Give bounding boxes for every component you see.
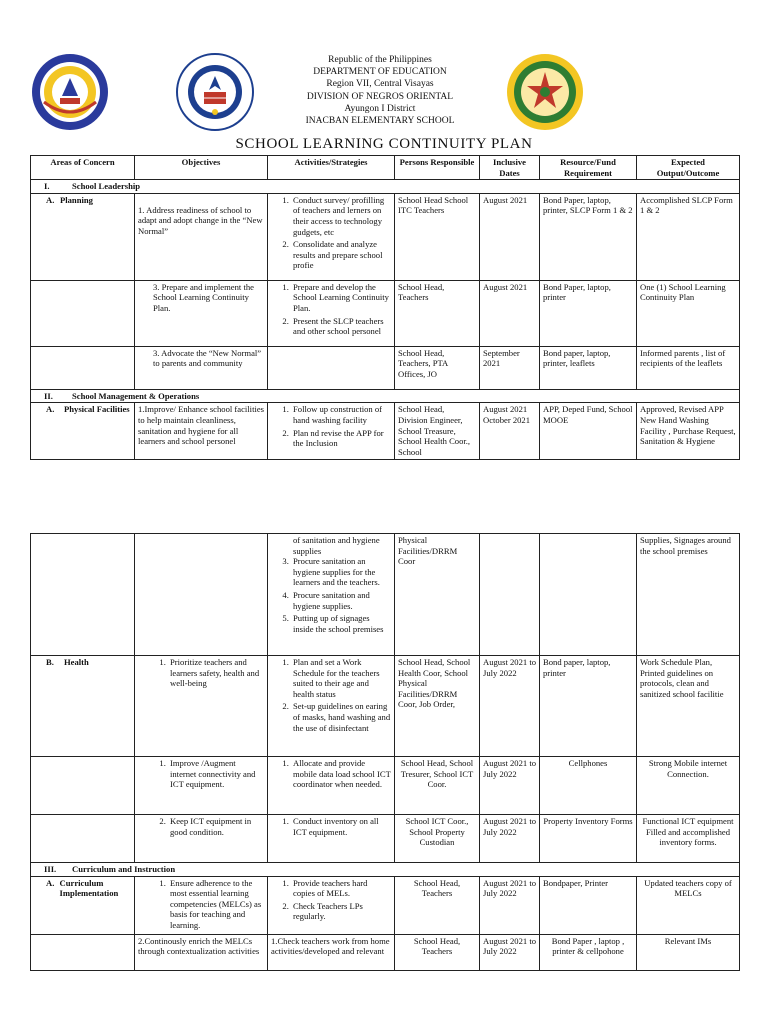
dates-cell: August 2021 October 2021 — [480, 403, 540, 460]
objective-item: 1. Ensure adherence to the most essential learning competencies (MELCs) as basis for teaching and learning. — [168, 878, 264, 931]
letterhead-line: DEPARTMENT OF EDUCATION — [313, 67, 447, 78]
column-header: Activities/Strategies — [268, 156, 395, 180]
persons-cell: Physical Facilities/DRRM Coor — [395, 534, 480, 656]
dates-cell: August 2021 to July 2022 — [480, 876, 540, 934]
activity-item: 1. Prepare and develop the School Learning Continuity Plan. — [291, 282, 391, 314]
objective-cell: 2.Continously enrich the MELCs through contextualization activities — [135, 934, 268, 970]
activity-item: 5. Putting up of signages inside the school premises — [291, 613, 391, 634]
letterhead-line: DIVISION OF NEGROS ORIENTAL — [306, 91, 454, 102]
output-cell: One (1) School Learning Continuity Plan — [637, 280, 740, 346]
area-letter: B. — [46, 657, 54, 667]
persons-cell: School Head, Division Engineer, School Treasure, School Health Coor., School — [395, 403, 480, 460]
persons-cell: School ICT Coor., School Property Custodian — [395, 815, 480, 863]
activities-cell — [268, 193, 395, 280]
section-label: Curriculum and Instruction — [72, 864, 176, 874]
activity-item: 1. Allocate and provide mobile data load school ICT coordinator when needed. — [291, 758, 391, 790]
activity-item: 1. Follow up construction of hand washing facility — [291, 404, 391, 425]
table-row — [31, 193, 740, 280]
persons-cell: School Head School ITC Teachers — [395, 193, 480, 280]
resource-cell: APP, Deped Fund, School MOOE — [540, 403, 637, 460]
objective-item: 1. Improve /Augment internet connectivity and ICT equipment. — [168, 758, 264, 790]
column-header: Areas of Concern — [31, 156, 135, 180]
table-header-row — [31, 156, 740, 180]
area-cell — [31, 280, 135, 346]
table-row — [31, 280, 740, 346]
activity-item: 1. Provide teachers hard copies of MELs. — [291, 878, 391, 899]
resource-cell — [540, 534, 637, 656]
activities-cell — [268, 403, 395, 460]
output-cell: Strong Mobile internet Connection. — [637, 757, 740, 815]
persons-cell: School Head, School Health Coor, School Physical Facilities/DRRM Coor, Job Order, — [395, 656, 480, 757]
section-label: School Leadership — [72, 181, 141, 192]
area-label: Planning — [60, 194, 93, 205]
objective-cell: 1.Improve/ Enhance school facilities to help maintain cleanliness, sanitation and hygiene for all learners and school personel — [135, 403, 268, 460]
letterhead-line: Region VII, Central Visayas — [326, 79, 434, 90]
section-row — [31, 389, 740, 403]
resource-cell: Bond Paper, laptop, printer — [540, 280, 637, 346]
output-cell: Accomplished SLCP Form 1 & 2 — [637, 193, 740, 280]
column-header: Resource/Fund Requirement — [540, 156, 637, 180]
section-number: II. — [44, 390, 53, 401]
activity-item: 1. Conduct survey/ profilling of teachers and lerners on their access to technology gudgets, etc — [291, 195, 391, 237]
area-cell — [31, 403, 135, 460]
resource-cell: Property Inventory Forms — [540, 815, 637, 863]
objective-cell: 1. Address readiness of school to adapt and adopt change in the “New Normal” — [135, 193, 268, 280]
section-number: III. — [44, 864, 57, 874]
activity-item: 2. Consolidate and analyze results and prepare school profie — [291, 239, 391, 271]
column-header: Persons Responsible — [395, 156, 480, 180]
dates-cell: August 2021 to July 2022 — [480, 934, 540, 970]
area-cell — [31, 815, 135, 863]
table-row — [31, 346, 740, 389]
dates-cell: August 2021 — [480, 280, 540, 346]
area-letter: A. — [46, 194, 55, 205]
activities-cell — [268, 346, 395, 389]
activity-item: 3. Procure sanitation an hygiene supplies for the learners and the teachers. — [291, 556, 391, 588]
output-cell: Supplies, Signages around the school premises — [637, 534, 740, 656]
deped-seal-logo — [175, 52, 255, 132]
resource-cell: Bond paper, laptop, printer, leaflets — [540, 346, 637, 389]
dates-cell: September 2021 — [480, 346, 540, 389]
dates-cell: August 2021 to July 2022 — [480, 757, 540, 815]
column-header: Objectives — [135, 156, 268, 180]
section-row — [31, 863, 740, 877]
activities-cell — [268, 534, 395, 656]
output-cell: Relevant IMs — [637, 934, 740, 970]
section-label: School Management & Operations — [72, 390, 200, 401]
table-row — [31, 815, 740, 863]
objective-cell — [135, 656, 268, 757]
resource-cell: Bond Paper, laptop, printer, SLCP Form 1 & 2 — [540, 193, 637, 280]
area-cell — [31, 656, 135, 757]
area-letter: A. — [46, 404, 55, 415]
area-cell — [31, 934, 135, 970]
persons-cell: School Head, Teachers, PTA Offices, JO — [395, 346, 480, 389]
objective-cell: 3. Prepare and implement the School Learning Continuity Plan. — [135, 280, 268, 346]
resource-cell: Bondpaper, Printer — [540, 876, 637, 934]
activity-item: 2. Present the SLCP teachers and other school personel — [291, 316, 391, 337]
activities-cell — [268, 876, 395, 934]
activity-item: 2. Set-up guidelines on earing of masks, hand washing and the use of disinfectant — [291, 701, 391, 733]
output-cell: Updated teachers copy of MELCs — [637, 876, 740, 934]
objective-cell: 3. Advocate the “New Normal” to parents and community — [135, 346, 268, 389]
objective-item: 1. Prioritize teachers and learners safety, health and well-being — [168, 657, 264, 689]
column-header: Inclusive Dates — [480, 156, 540, 180]
table-row — [31, 534, 740, 656]
objective-item: 2. Keep ICT equipment in good condition. — [168, 816, 264, 837]
activity-continuation: of sanitation and hygiene supplies — [293, 535, 380, 556]
dates-cell: August 2021 to July 2022 — [480, 656, 540, 757]
plan-table-page-1 — [30, 155, 740, 460]
activity-item: 1. Plan and set a Work Schedule for the teachers suited to their age and health status — [291, 657, 391, 699]
table-row — [31, 876, 740, 934]
plan-table-page-2 — [30, 533, 740, 971]
persons-cell: School Head, School Tresurer, School ICT Coor. — [395, 757, 480, 815]
output-cell: Approved, Revised APP New Hand Washing Facility , Purchase Request, Sanitation & Hygiene — [637, 403, 740, 460]
column-header: Expected Output/Outcome — [637, 156, 740, 180]
activities-cell — [268, 757, 395, 815]
table-row — [31, 934, 740, 970]
activity-item: 4. Procure sanitation and hygiene supplies. — [291, 590, 391, 611]
persons-cell: School Head, Teachers — [395, 934, 480, 970]
area-cell — [31, 757, 135, 815]
table-row — [31, 656, 740, 757]
letterhead-line: Ayungon I District — [344, 103, 416, 114]
table-row — [31, 757, 740, 815]
area-cell — [31, 346, 135, 389]
dates-cell — [480, 534, 540, 656]
area-cell — [31, 534, 135, 656]
table-row — [31, 403, 740, 460]
area-letter: A. — [46, 877, 55, 888]
area-label: Health — [64, 657, 89, 667]
activity-item: 2. Plan nd revise the APP for the Inclusion — [291, 428, 391, 449]
objective-cell — [135, 757, 268, 815]
persons-cell: School Head, Teachers — [395, 876, 480, 934]
area-cell — [31, 193, 135, 280]
objective-cell — [135, 534, 268, 656]
school-seal-logo — [30, 52, 110, 132]
activities-cell: 1.Check teachers work from home activities/developed and relevant — [268, 934, 395, 970]
letterhead-line: INACBAN ELEMENTARY SCHOOL — [305, 116, 455, 127]
activities-cell — [268, 280, 395, 346]
letterhead-line: Republic of the Philippines — [328, 55, 432, 65]
activity-item: 2. Check Teachers LPs regularly. — [291, 901, 391, 922]
activity-item: 1. Conduct inventory on all ICT equipment. — [291, 816, 391, 837]
area-label: Curriculum Implementation — [59, 877, 119, 899]
activities-cell — [268, 815, 395, 863]
dates-cell: August 2021 — [480, 193, 540, 280]
resource-cell: Bond paper, laptop, printer — [540, 656, 637, 757]
activities-cell — [268, 656, 395, 757]
output-cell: Informed parents , list of recipients of the leaflets — [637, 346, 740, 389]
output-cell: Work Schedule Plan, Printed guidelines on protocols, clean and sanitized school facilitie — [637, 656, 740, 757]
area-cell — [31, 876, 135, 934]
district-seal-logo — [505, 52, 585, 132]
section-number: I. — [44, 181, 50, 192]
document-title: SCHOOL LEARNING CONTINUITY PLAN — [235, 136, 533, 152]
dates-cell: August 2021 to July 2022 — [480, 815, 540, 863]
resource-cell: Cellphones — [540, 757, 637, 815]
objective-cell — [135, 815, 268, 863]
section-row — [31, 180, 740, 194]
area-label: Physical Facilities — [64, 404, 130, 415]
persons-cell: School Head, Teachers — [395, 280, 480, 346]
objective-cell — [135, 876, 268, 934]
output-cell: Functional ICT equipment Filled and accomplished inventory forms. — [637, 815, 740, 863]
resource-cell: Bond Paper , laptop , printer & cellpohone — [540, 934, 637, 970]
letterhead — [250, 54, 510, 127]
